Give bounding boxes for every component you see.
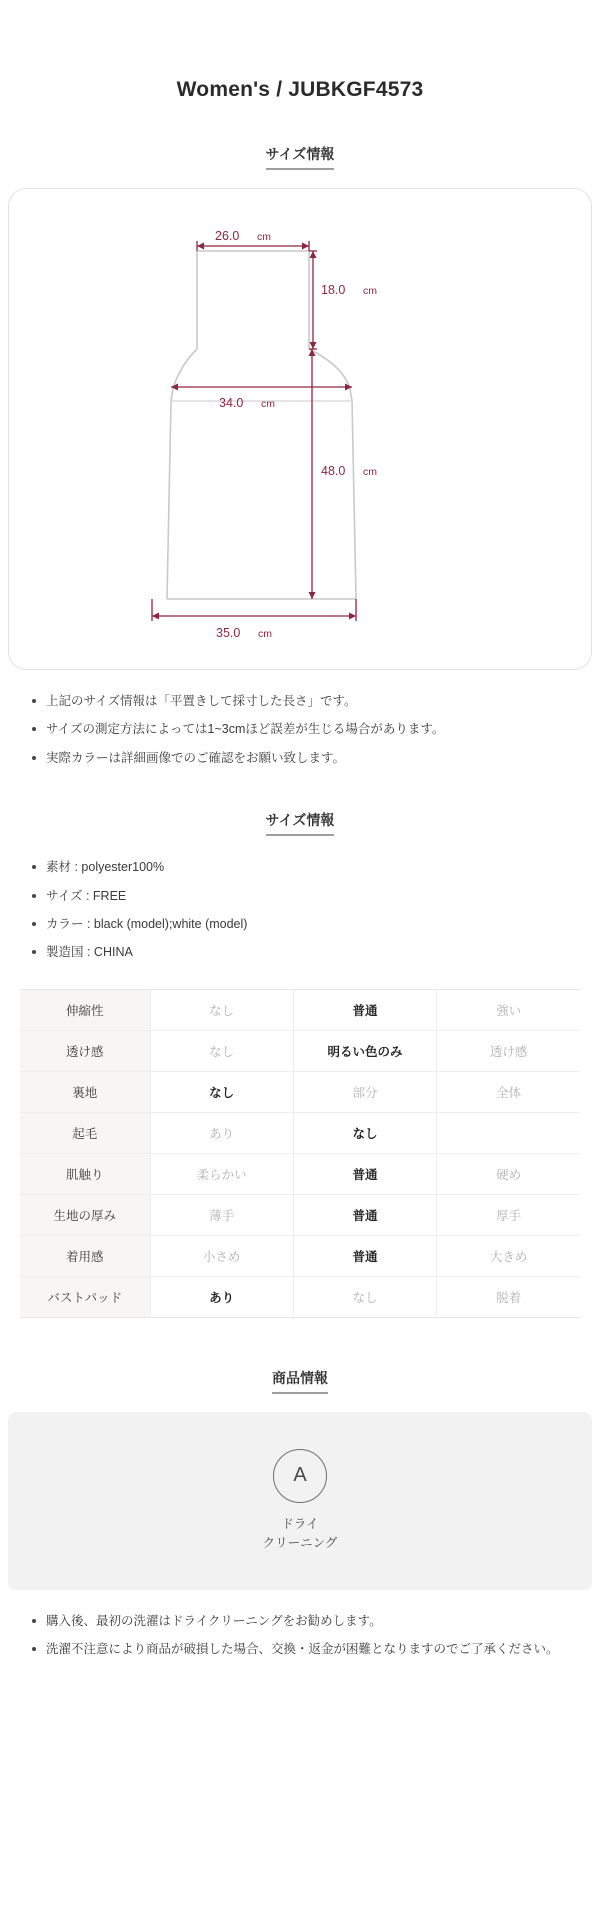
measure-bust-width-unit: cm [261,398,275,410]
measure-body-length-value: 48.0 [321,464,346,478]
attr-option: 脱着 [496,1290,522,1305]
garment-outline [167,251,356,599]
size-info-heading [0,144,600,170]
detail-info-heading-text: サイズ情報 [266,810,335,836]
measure-bust-width-value: 34.0 [219,396,244,410]
measure-hem-width-value: 35.0 [216,626,241,640]
table-row [20,1194,580,1235]
list-item: 実際カラーは詳細画像でのご確認をお願い致します。 [46,749,570,768]
care-notes-list [0,1612,600,1660]
attr-option: あり [150,1276,293,1317]
attr-option [437,1112,580,1153]
measure-hem-width [152,599,356,621]
table-row [20,1153,580,1194]
spec-list [0,858,600,963]
dry-clean-icon [273,1449,327,1503]
attr-option: なし [150,989,293,1030]
dry-clean-symbol: A [293,1464,307,1487]
attr-option: 柔らかい [150,1153,293,1194]
attr-label: 透け感 [20,1030,150,1071]
attr-option: 普通 [293,989,436,1030]
list-item: カラー : black (model);white (model) [46,915,570,934]
measure-shoulder-width-unit: cm [257,231,271,243]
size-info-heading-text: サイズ情報 [266,144,335,170]
attr-option: 明るい色のみ [293,1030,436,1071]
list-item: 購入後、最初の洗濯はドライクリーニングをお勧めします。 [46,1612,570,1631]
attr-label: バストパッド [20,1276,150,1317]
attr-option: 普通 [293,1194,436,1235]
care-label [263,1515,338,1553]
size-notes-list [0,692,600,768]
garment-diagram [9,189,593,669]
table-row [20,1112,580,1153]
attr-label: 伸縮性 [20,989,150,1030]
measure-bust-width [171,384,352,391]
attr-option: 部分 [293,1071,436,1112]
list-item: サイズ : FREE [46,887,570,906]
attr-label: 起毛 [20,1112,150,1153]
attr-label: 生地の厚み [20,1194,150,1235]
attr-option: 厚手 [437,1194,580,1235]
detail-info-heading [0,810,600,836]
table-row [20,1030,580,1071]
measure-strap-drop-value: 18.0 [321,283,346,297]
measure-shoulder-width [197,241,309,251]
attr-option: なし [293,1112,436,1153]
attr-option: 普通 [293,1153,436,1194]
measure-shoulder-width-value: 26.0 [215,229,240,243]
measure-strap-drop [309,251,317,349]
attr-option: なし [150,1030,293,1071]
size-diagram-card [8,188,592,670]
attr-option: 普通 [293,1235,436,1276]
list-item: 上記のサイズ情報は「平置きして採寸した長さ」です。 [46,692,570,711]
care-instruction-card [8,1412,592,1590]
attr-label: 着用感 [20,1235,150,1276]
attr-option: あり [150,1112,293,1153]
attribute-table [20,989,580,1318]
table-row [20,1276,580,1317]
product-info-heading-text: 商品情報 [272,1368,328,1394]
product-info-heading [0,1368,600,1394]
measure-hem-width-unit: cm [258,628,272,640]
attr-option: 硬め [437,1153,580,1194]
table-row [20,1071,580,1112]
care-label-line2: クリーニング [262,1535,338,1550]
attr-label: 肌触り [20,1153,150,1194]
measure-strap-drop-unit: cm [363,285,377,297]
attr-option: 小さめ [150,1235,293,1276]
list-item: 素材 : polyester100% [46,858,570,877]
attr-option: なし [293,1276,436,1317]
care-label-line1: ドライ [281,1516,319,1531]
attr-option: なし [150,1071,293,1112]
table-row [20,1235,580,1276]
attr-option: 薄手 [150,1194,293,1235]
attr-option: 全体 [437,1071,580,1112]
measure-body-length-unit: cm [363,466,377,478]
page-title: Women's / JUBKGF4573 [176,78,424,101]
list-item: 製造国 : CHINA [46,943,570,962]
list-item: 洗濯不注意により商品が破損した場合、交換・返金が困難となりますのでご了承ください。 [46,1640,570,1659]
attr-label: 裏地 [20,1071,150,1112]
attr-option: 強い [437,989,580,1030]
table-row [20,989,580,1030]
attr-option: 大きめ [437,1235,580,1276]
list-item: サイズの測定方法によっては1~3cmほど誤差が生じる場合があります。 [46,720,570,739]
attr-option: 透け感 [437,1030,580,1071]
